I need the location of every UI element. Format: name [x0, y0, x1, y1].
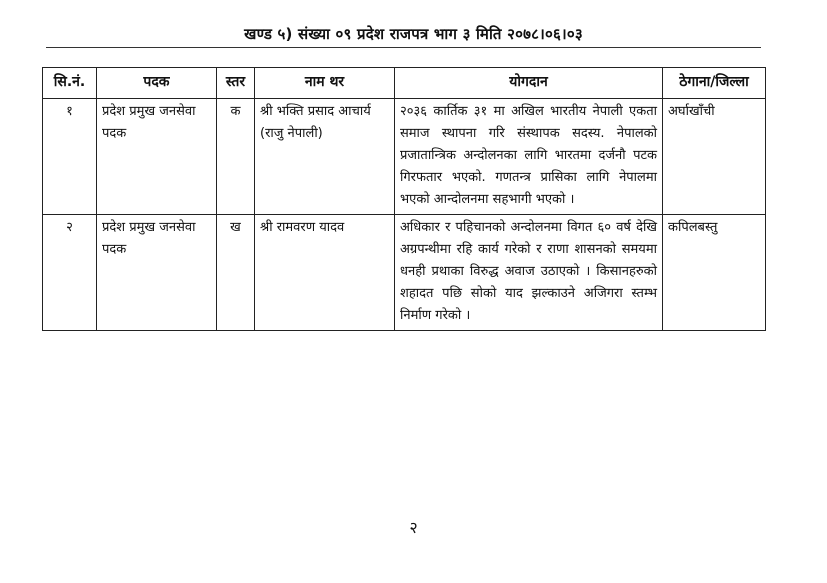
- cell-award: प्रदेश प्रमुख जनसेवा पदक: [97, 99, 217, 215]
- cell-name: श्री भक्ति प्रसाद आचार्य (राजु नेपाली): [255, 99, 395, 215]
- page-number: २: [409, 518, 418, 537]
- award-table: [42, 67, 766, 331]
- column-header-award: पदक: [97, 68, 217, 99]
- cell-award: प्रदेश प्रमुख जनसेवा पदक: [97, 215, 217, 331]
- cell-contribution: २०३६ कार्तिक ३१ मा अखिल भारतीय नेपाली एकता समाज स्थापना गरि संस्थापक सदस्य. नेपालको प्रजातान्त्रिक अन्दोलनका लागि भारतमा दर्जनौ पटक गिरफतार भएको. गणतन्त्र प्रासिका लागि नेपालमा भएको आन्दोलनमा सहभागी भएको ।: [395, 99, 663, 215]
- header-rule: [46, 47, 761, 48]
- column-header-sn: सि.नं.: [43, 68, 97, 99]
- column-header-name: नाम थर: [255, 68, 395, 99]
- cell-contribution: अधिकार र पहिचानको अन्दोलनमा विगत ६० वर्ष देखि अग्रपन्थीमा रहि कार्य गरेको र राणा शासनको समयमा धनही प्रथाका विरुद्ध अवाज उठाएको । किसानहरुको शहादत पछि सोको याद झल्काउने अजिगरा स्तम्भ निर्माण गरेको ।: [395, 215, 663, 331]
- table-row: [43, 99, 766, 215]
- cell-level: ख: [217, 215, 255, 331]
- table-header-row: [43, 68, 766, 99]
- table-row: [43, 215, 766, 331]
- cell-sn: २: [43, 215, 97, 331]
- cell-level: क: [217, 99, 255, 215]
- column-header-address: ठेगाना/जिल्ला: [663, 68, 766, 99]
- cell-address: कपिलबस्तु: [663, 215, 766, 331]
- cell-address: अर्घाखाँची: [663, 99, 766, 215]
- cell-name: श्री रामवरण यादव: [255, 215, 395, 331]
- column-header-contribution: योगदान: [395, 68, 663, 99]
- cell-sn: १: [43, 99, 97, 215]
- gazette-header: खण्ड ५) संख्या ०९ प्रदेश राजपत्र भाग ३ मिति २०७८।०६।०३: [244, 25, 583, 43]
- column-header-level: स्तर: [217, 68, 255, 99]
